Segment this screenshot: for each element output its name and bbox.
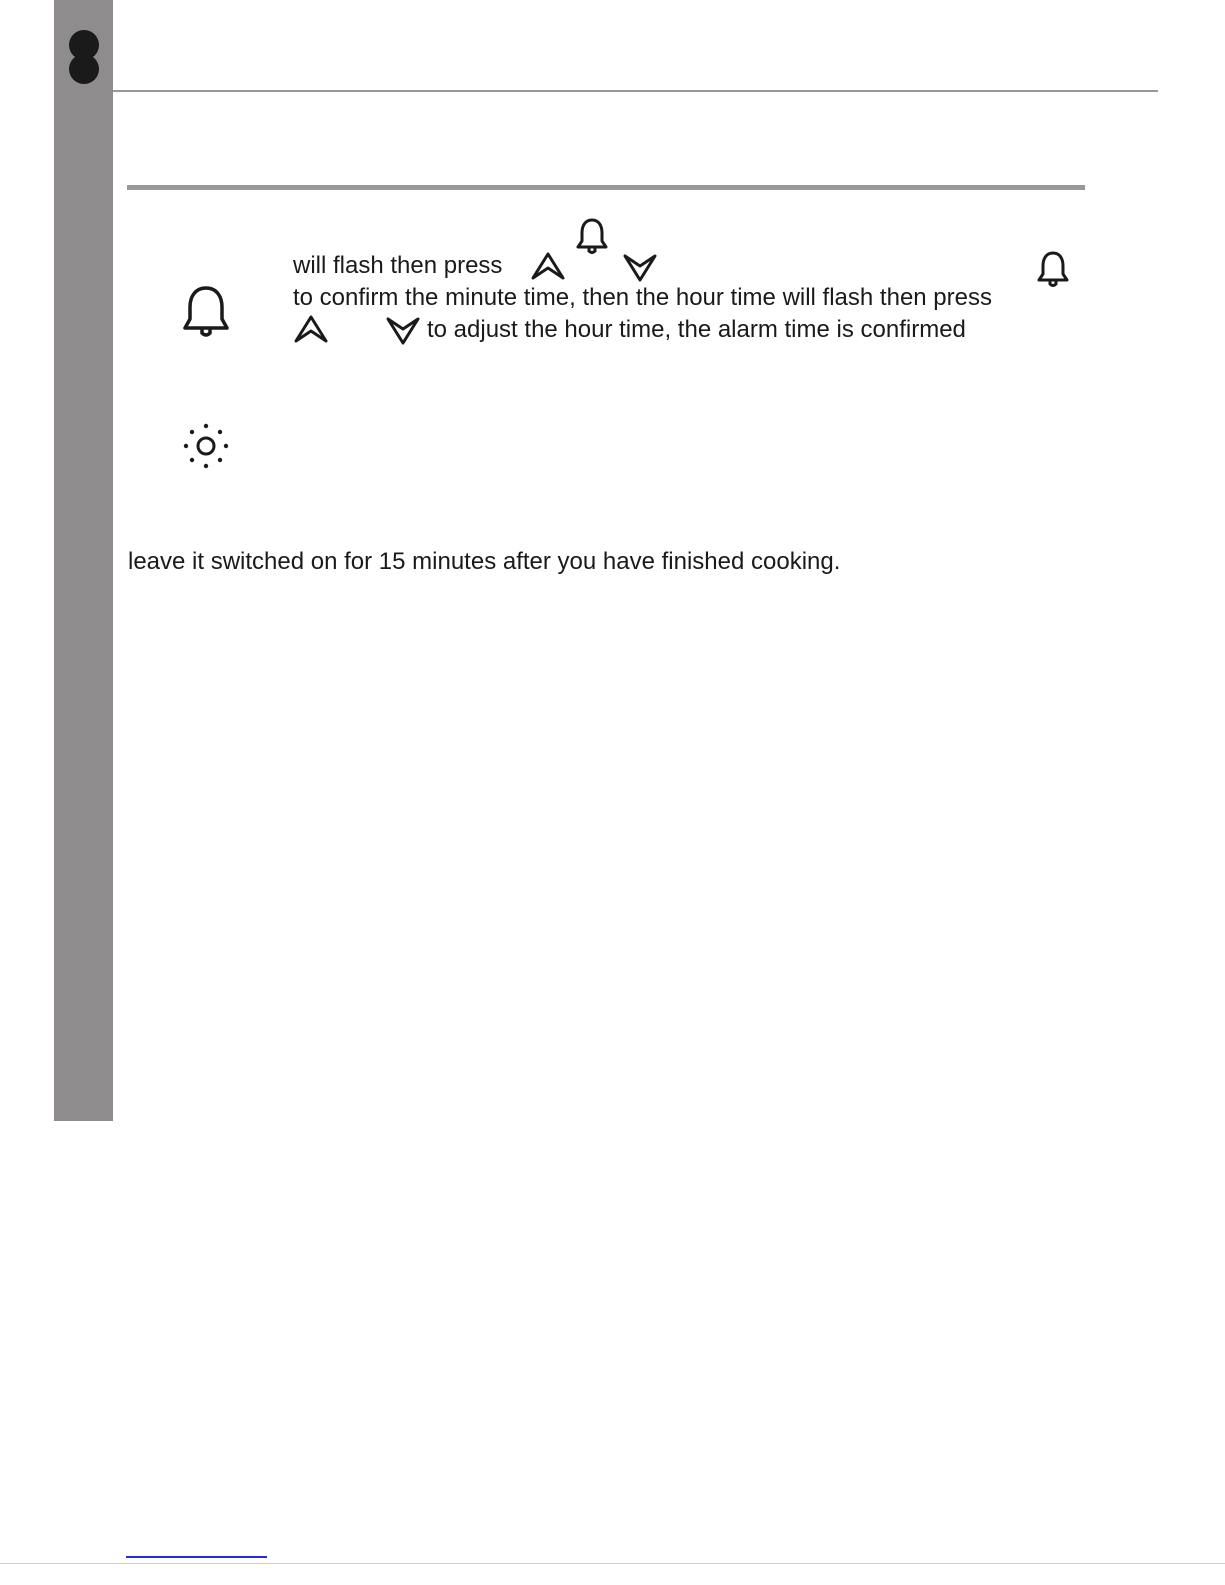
bell-icon (576, 217, 608, 255)
bell-icon (1037, 250, 1069, 288)
up-arrow-icon (293, 314, 329, 344)
down-arrow-icon (622, 253, 658, 283)
down-arrow-icon (385, 316, 421, 346)
light-icon (181, 421, 231, 471)
footer-rule (0, 1563, 1225, 1564)
alarm-instruction-line-3: to adjust the hour time, the alarm time is confirmed (427, 316, 966, 343)
alarm-instruction-line-2: to confirm the minute time, then the hour time will flash then press (293, 284, 992, 311)
section-rule (127, 185, 1085, 190)
footer-link-underline (126, 1556, 267, 1558)
bell-icon (182, 284, 230, 338)
left-sidebar-bar (54, 0, 113, 1121)
page-marker-dot-bottom (69, 54, 99, 84)
up-arrow-icon (530, 251, 566, 281)
alarm-instruction-line-1: will flash then press (293, 252, 503, 279)
header-rule (113, 90, 1158, 92)
fan-note-text: leave it switched on for 15 minutes after you have finished cooking. (128, 548, 841, 575)
